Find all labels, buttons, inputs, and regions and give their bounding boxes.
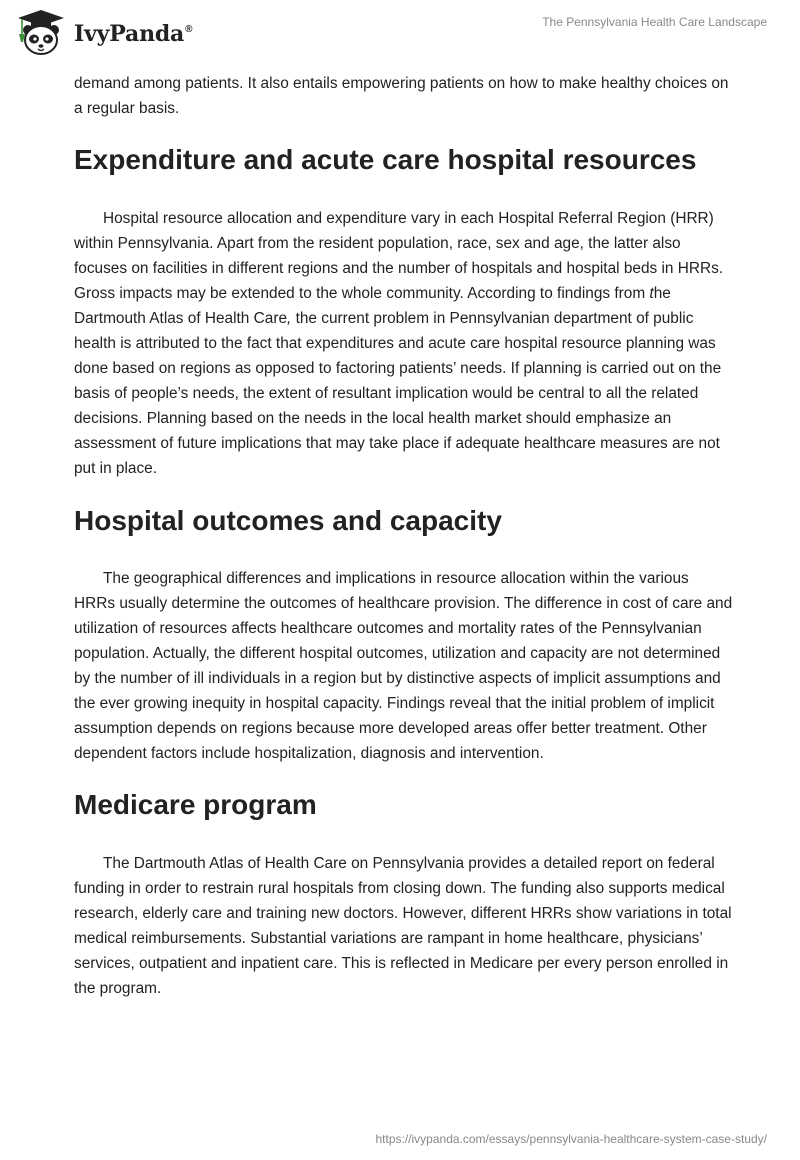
- medicare-paragraph: The Dartmouth Atlas of Health Care on Pennsylvania provides a detailed report on federal funding in order to restrain rural hospitals from closing down. The funding also supports medical research, elderly care and training new doctors. However, different HRRs show variations in total medical reimbursements. Substantial variations are rampant in home healthcare, physicians’ services, outpatient and inpatient care. This is reflected in Medicare per every person enrolled in the program.: [74, 855, 732, 997]
- article-body: [74, 71, 734, 1001]
- intro-paragraph: demand among patients. It also entails empowering patients on how to make healthy choices on a regular basis.: [74, 75, 729, 117]
- document-title: The Pennsylvania Health Care Landscape: [542, 15, 767, 29]
- logo-text: IvyPanda: [74, 21, 185, 47]
- panda-graduate-icon: [14, 8, 68, 56]
- section-heading-expenditure: Expenditure and acute care hospital resources: [74, 144, 697, 175]
- section-heading-outcomes: Hospital outcomes and capacity: [74, 505, 502, 536]
- expenditure-italic-t: t: [649, 285, 654, 302]
- page-header: [0, 0, 800, 70]
- registered-mark: ®: [185, 24, 193, 35]
- source-url[interactable]: https://ivypanda.com/essays/pennsylvania-healthcare-system-case-study/: [375, 1132, 767, 1146]
- logo-wordmark: [74, 21, 192, 47]
- expenditure-text-part2: he Dartmouth Atlas of Health Care: [74, 285, 671, 327]
- expenditure-paragraph: [74, 206, 734, 481]
- expenditure-italic-comma: ,: [287, 310, 292, 327]
- section-heading-medicare: Medicare program: [74, 789, 317, 820]
- expenditure-text-part3: the current problem in Pennsylvanian department of public health is attributed to the fact that expenditures and acute care hospital resource planning was done based on regions as opposed to factoring patients’ needs. If planning is carried out on the basis of people’s needs, the extent of resultant implication would be central to all the related decisions. Planning based on the needs in the local health market should emphasize an assessment of future implications that may take place if adequate healthcare measures are not put in place.: [74, 310, 722, 477]
- outcomes-paragraph: The geographical differences and implications in resource allocation within the various HRRs usually determine the outcomes of healthcare provision. The difference in cost of care and utilization of resources affects healthcare outcomes and mortality rates of the Pennsylvanian population. Actually, the different hospital outcomes, utilization and capacity are not determined by the number of ill individuals in a region but by distinctive aspects of implicit assumptions and the ever growing inequity in hospital capacity. Findings reveal that the initial problem of implicit assumption depends on regions because more developed areas offer better treatment. Other dependent factors include hospitalization, diagnosis and intervention.: [74, 570, 733, 762]
- ivypanda-logo[interactable]: [14, 8, 192, 56]
- expenditure-text-part1: Hospital resource allocation and expenditure vary in each Hospital Referral Region (HRR) within Pennsylvania. Apart from the resident population, race, sex and age, the latter also focuses on facilities in different regions and the number of hospitals and hospital beds in HRRs. Gross impacts may be extended to the whole community. According to findings from: [74, 210, 724, 302]
